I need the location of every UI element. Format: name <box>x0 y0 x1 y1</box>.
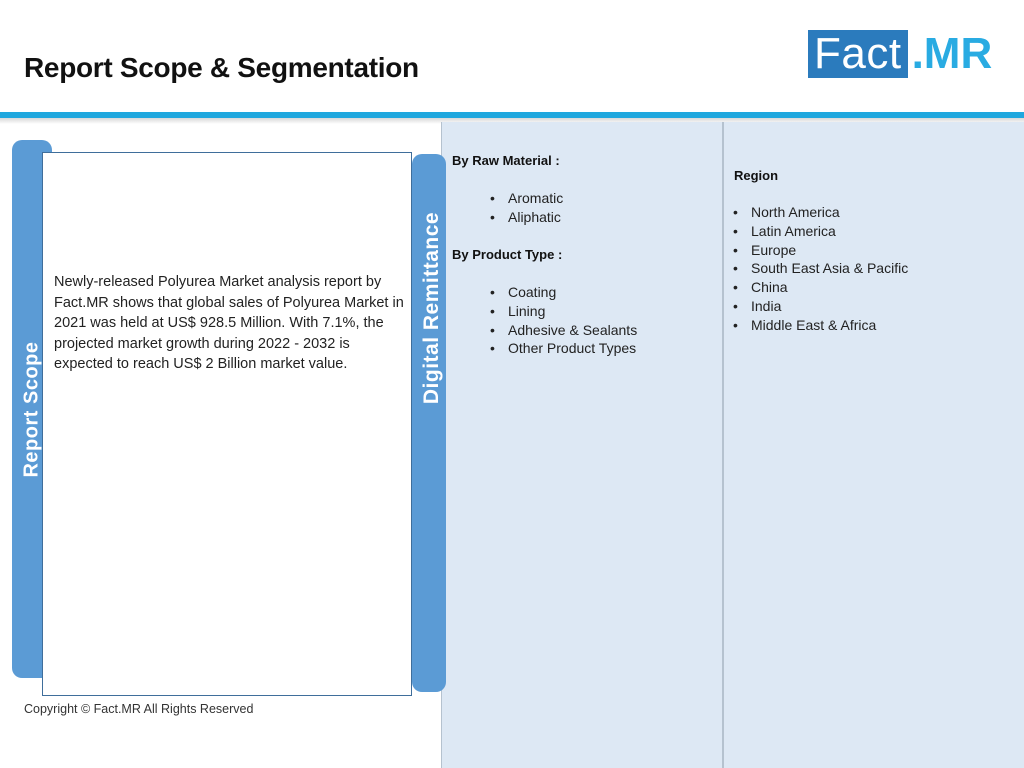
list-item: • North America <box>731 203 908 222</box>
list-item: • Adhesive & Sealants <box>488 321 637 340</box>
digital-remittance-tab-label: Digital Remittance <box>420 211 443 405</box>
list-item: • Aromatic <box>488 189 563 208</box>
page-title: Report Scope & Segmentation <box>24 52 419 83</box>
product-type-heading: By Product Type : <box>452 247 563 262</box>
list-item: • Middle East & Africa <box>731 316 908 335</box>
logo-fact: Fact <box>808 30 908 78</box>
digital-remittance-tab-label-wrap <box>412 154 452 692</box>
list-item: • Coating <box>488 283 637 302</box>
fact-mr-logo <box>808 30 992 78</box>
region-list <box>731 203 908 335</box>
list-item: • South East Asia & Pacific <box>731 259 908 278</box>
list-item: • Aliphatic <box>488 208 563 227</box>
list-item: • Europe <box>731 241 908 260</box>
list-item: • China <box>731 278 908 297</box>
segmentation-panel-product <box>441 122 723 768</box>
list-item: • Lining <box>488 302 637 321</box>
report-scope-tab-label: Report Scope <box>20 340 43 478</box>
report-scope-text: Newly-released Polyurea Market analysis report by Fact.MR shows that global sales of Polyurea Market in 2021 was held at US$ 928.5 Million. With 7.1%, the projected market growth during 2022 - 2032 is expected to reach US$ 2 Billion market value. <box>54 274 404 372</box>
list-item: • India <box>731 297 908 316</box>
copyright-text: Copyright © Fact.MR All Rights Reserved <box>24 702 254 716</box>
raw-material-list <box>488 189 563 227</box>
product-type-list <box>488 283 637 358</box>
report-scope-box <box>42 152 412 696</box>
logo-mr: .MR <box>911 29 993 78</box>
list-item: • Other Product Types <box>488 339 637 358</box>
raw-material-heading: By Raw Material : <box>452 153 560 168</box>
region-heading: Region <box>734 168 779 183</box>
list-item: • Latin America <box>731 222 908 241</box>
